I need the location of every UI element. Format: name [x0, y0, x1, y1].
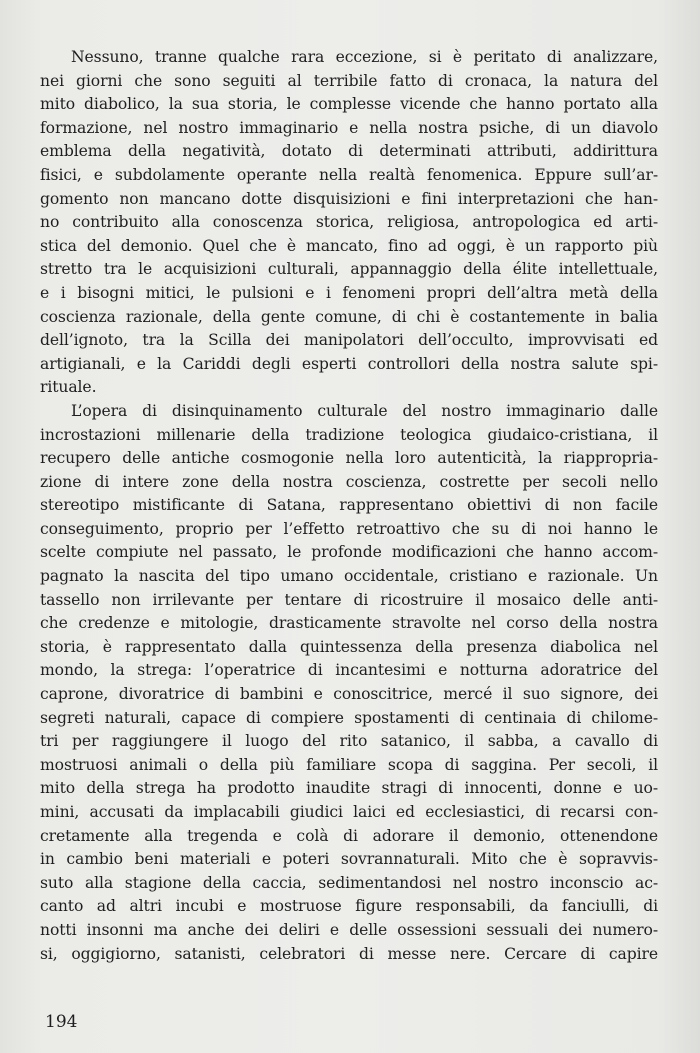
text-line: mostruosi animali o della più familiare scopa di saggina. Per secoli, il: [40, 755, 658, 774]
text-line: stretto tra le acquisizioni culturali, appannaggio della élite intellettuale,: [40, 260, 658, 279]
text-line: mini, accusati da implacabili giudici laici ed ecclesiastici, di recarsi con-: [40, 803, 658, 821]
text-line: dell’ignoto, tra la Scilla dei manipolatori dell’occulto, improvvisati ed: [40, 331, 658, 350]
text-line: pagnato la nascita del tipo umano occidentale, cristiano e razionale. Un: [40, 567, 658, 586]
text-line: suto alla stagione della caccia, sedimentandosi nel nostro inconscio ac-: [40, 873, 658, 892]
page-number: 194: [45, 1012, 78, 1032]
text-line: cretamente alla tregenda e colà di adorare il demonio, ottenendone: [40, 826, 658, 845]
text-line: tassello non irrilevante per tentare di ricostruire il mosaico delle anti-: [40, 590, 658, 609]
text-line: che credenze e mitologie, drasticamente stravolte nel corso della nostra: [40, 614, 658, 633]
text-line: tri per raggiungere il luogo del rito satanico, il sabba, a cavallo di: [40, 732, 658, 751]
text-line: segreti naturali, capace di compiere spostamenti di centinaia di chilome-: [40, 708, 658, 727]
text-line: zione di intere zone della nostra coscienza, costrette per secoli nello: [40, 472, 658, 491]
text-line: canto ad altri incubi e mostruose figure responsabili, da fanciulli, di: [40, 897, 658, 916]
text-line: recupero delle antiche cosmogonie nella loro autenticità, la riappropria-: [40, 449, 658, 468]
text-line: emblema della negatività, dotato di determinati attributi, addirittura: [40, 142, 658, 161]
text-line: notti insonni ma anche dei deliri e delle ossessioni sessuali dei numero-: [40, 920, 658, 939]
text-line: mito diabolico, la sua storia, le complesse vicende che hanno portato alla: [40, 95, 658, 114]
text-line: mondo, la strega: l’operatrice di incantesimi e notturna adoratrice del: [40, 661, 658, 680]
text-line: e i bisogni mitici, le pulsioni e i fenomeni propri dell’altra metà della: [40, 283, 658, 302]
text-line: in cambio beni materiali e poteri sovrannaturali. Mito che è sopravvis-: [40, 850, 658, 869]
text-line: storia, è rappresentato dalla quintessenza della presenza diabolica nel: [40, 637, 658, 656]
text-line: gomento non mancano dotte disquisizioni e fini interpretazioni che han-: [40, 189, 658, 208]
text-line: stereotipo mistificante di Satana, rappresentano obiettivi di non facile: [40, 496, 658, 515]
text-line: si, oggigiorno, satanisti, celebratori di messe nere. Cercare di capire: [40, 944, 658, 963]
text-line: stica del demonio. Quel che è mancato, fino ad oggi, è un rapporto più: [40, 236, 658, 255]
text-line: fisici, e subdolamente operante nella realtà fenomenica. Eppure sull’ar-: [40, 165, 658, 184]
text-line: scelte compiute nel passato, le profonde modificazioni che hanno accom-: [40, 543, 658, 562]
text-line: mito della strega ha prodotto inaudite stragi di innocenti, donne e uo-: [40, 779, 658, 798]
text-line: Nessuno, tranne qualche rara eccezione, si è peritato di analizzare,: [40, 48, 658, 66]
text-line: artigianali, e la Cariddi degli esperti controllori della nostra salute spi-: [40, 354, 658, 373]
text-line: coscienza razionale, della gente comune, di chi è costantemente in balia: [40, 307, 658, 326]
text-line: caprone, divoratrice di bambini e conoscitrice, mercé il suo signore, dei: [40, 685, 658, 704]
body-text: [40, 46, 658, 966]
text-line: L’opera di disinquinamento culturale del nostro immaginario dalle: [40, 401, 658, 420]
text-line: no contribuito alla conoscenza storica, religiosa, antropologica ed arti-: [40, 213, 658, 232]
text-line: rituale.: [40, 378, 97, 397]
text-line: nei giorni che sono seguiti al terribile fatto di cronaca, la natura del: [40, 71, 658, 90]
text-line: conseguimento, proprio per l’effetto retroattivo che su di noi hanno le: [40, 519, 658, 538]
text-line: incrostazioni millenarie della tradizione teologica giudaico-cristiana, il: [40, 425, 658, 444]
text-line: formazione, nel nostro immaginario e nella nostra psiche, di un diavolo: [40, 118, 658, 137]
